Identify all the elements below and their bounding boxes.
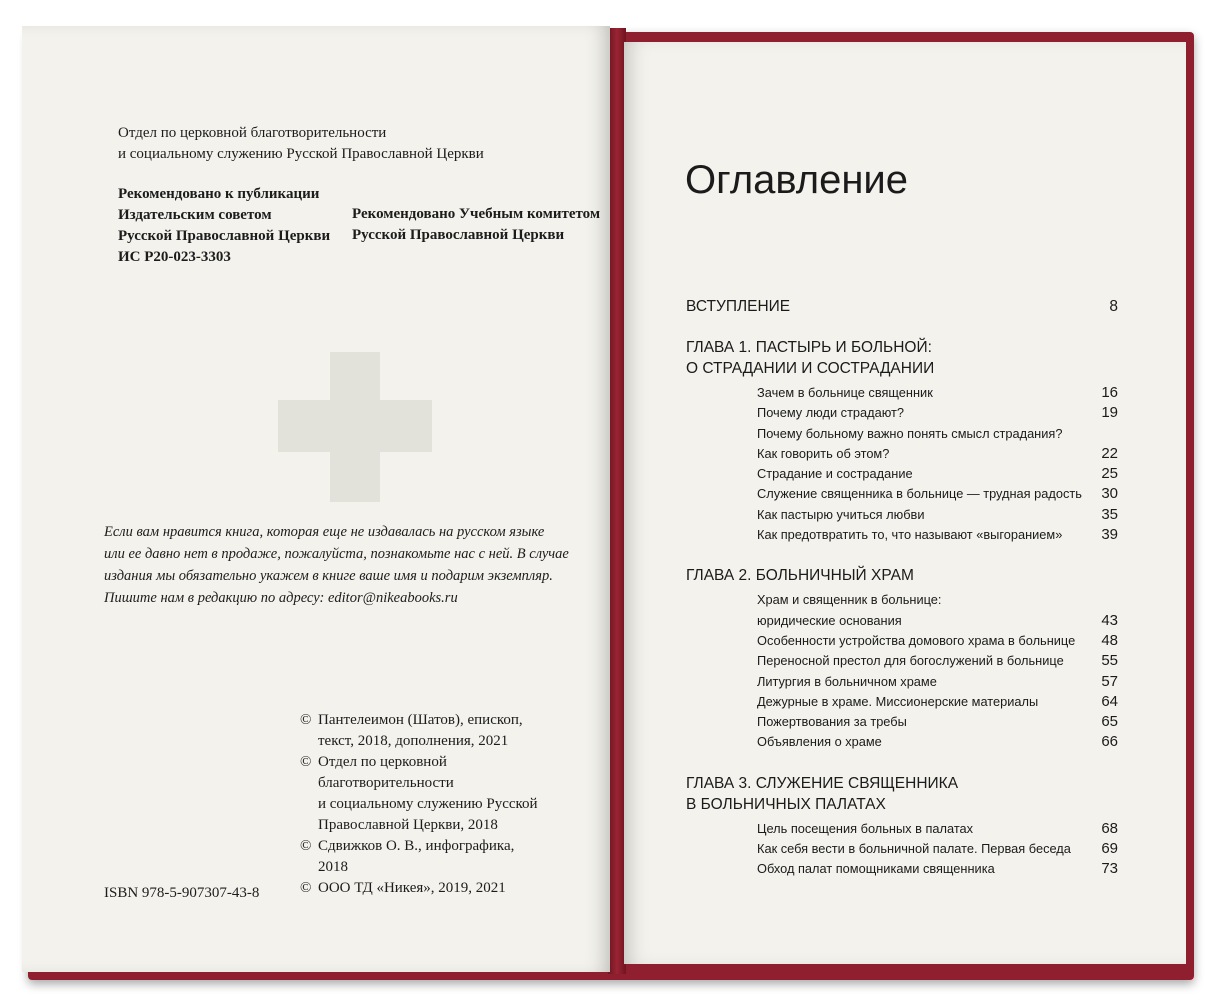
publishing-council-recommendation <box>118 184 358 268</box>
toc-chapter <box>686 565 1118 752</box>
toc-entry-page: 35 <box>1101 505 1118 523</box>
toc-entry <box>757 712 1118 732</box>
toc-entry <box>757 484 1118 504</box>
toc-intro-title: ВСТУПЛЕНИЕ <box>686 298 791 315</box>
toc-entry <box>757 505 1118 525</box>
toc-entry-page: 69 <box>1101 840 1118 858</box>
chapter-title <box>686 565 1118 586</box>
copyright-line: ООО ТД «Никея», 2019, 2021 <box>318 880 506 896</box>
department-credit <box>118 123 538 165</box>
toc-entry-page: 55 <box>1101 652 1118 670</box>
toc-entry <box>757 590 1118 610</box>
toc-entry-title: Служение священника в больнице — трудная радость <box>757 486 1082 502</box>
chapter-sections <box>686 383 1118 545</box>
invitation-line: Если вам нравится книга, которая еще не издавалась на русском языке <box>104 524 545 540</box>
toc-entry-page: 16 <box>1101 384 1118 401</box>
invitation-line: или ее давно нет в продаже, пожалуйста, познакомьте нас с ней. В случае <box>104 546 569 562</box>
toc-entry <box>757 403 1118 423</box>
table-of-contents <box>686 296 1118 880</box>
copyright-line: Отдел по церковной <box>318 754 447 770</box>
copyright-symbol: © <box>300 880 312 896</box>
toc-entry-page: 39 <box>1101 526 1118 544</box>
copyright-entry <box>300 710 590 752</box>
toc-entry-title: Как предотвратить то, что называют «выгоранием» <box>757 527 1063 543</box>
department-line: Отдел по церковной благотворительности <box>118 125 387 141</box>
toc-entry-title: Как себя вести в больничной палате. Первая беседа <box>757 841 1071 857</box>
toc-entry-page: 57 <box>1101 672 1118 690</box>
toc-intro-page: 8 <box>1109 298 1118 315</box>
education-committee-recommendation <box>352 204 612 246</box>
toc-entry <box>757 732 1118 752</box>
invitation-line: издания мы обязательно укажем в книге ваше имя и подарим экземпляр. <box>104 568 553 584</box>
toc-entry <box>757 839 1118 859</box>
toc-entry <box>757 859 1118 879</box>
copyright-line: благотворительности <box>318 775 454 791</box>
toc-entry-title: Цель посещения больных в палатах <box>757 820 974 836</box>
copyright-line: Сдвижков О. В., инфографика, <box>318 838 515 854</box>
toc-entry-page: 48 <box>1101 631 1118 649</box>
toc-entry-page: 30 <box>1101 485 1118 503</box>
toc-entry-page: 43 <box>1101 611 1118 629</box>
invitation-line: Пишите нам в редакцию по адресу: editor@nikeabooks.ru <box>104 590 458 606</box>
showthrough-cross-horizontal <box>278 400 432 452</box>
toc-entry-page: 65 <box>1101 713 1118 731</box>
toc-entry-page: 66 <box>1101 733 1118 751</box>
toc-chapter <box>686 773 1118 880</box>
isbn: ISBN 978-5-907307-43-8 <box>104 885 260 901</box>
chapter-title <box>686 773 1118 815</box>
toc-entry <box>757 464 1118 484</box>
toc-entry-title: Страдание и сострадание <box>757 466 913 482</box>
copyright-line: и социальному служению Русской <box>318 796 538 812</box>
recommendation-line: Русской Православной Церкви <box>352 227 565 243</box>
toc-entry <box>757 444 1118 464</box>
toc-entry-title: Как говорить об этом? <box>757 445 890 461</box>
toc-entry-title: Обход палат помощниками священника <box>757 861 995 877</box>
toc-entry-title: Объявления о храме <box>757 734 882 750</box>
recommendation-line: Рекомендовано Учебным комитетом <box>352 206 601 222</box>
chapter-title-line: В БОЛЬНИЧНЫХ ПАЛАТАХ <box>686 795 886 813</box>
chapter-title-line: ГЛАВА 3. СЛУЖЕНИЕ СВЯЩЕННИКА <box>686 774 959 792</box>
toc-entry-title: Пожертвования за требы <box>757 714 907 730</box>
copyright-line: текст, 2018, дополнения, 2021 <box>318 733 509 749</box>
reader-invitation <box>104 521 574 609</box>
toc-entry <box>757 672 1118 692</box>
toc-entry <box>757 525 1118 545</box>
toc-entry-title: Храм и священник в больнице: <box>757 592 942 608</box>
toc-intro <box>686 296 1118 317</box>
copyright-line: Православной Церкви, 2018 <box>318 817 498 833</box>
copyright-symbol: © <box>300 712 312 728</box>
toc-entry <box>757 424 1118 444</box>
copyright-entry <box>300 752 590 836</box>
toc-entry-title: Как пастырю учиться любви <box>757 506 925 522</box>
toc-entry-page: 68 <box>1101 819 1118 837</box>
chapter-sections <box>686 819 1118 880</box>
copyright-entry <box>300 878 590 899</box>
recommendation-line: Издательским советом <box>118 207 272 223</box>
toc-entry <box>757 819 1118 839</box>
toc-entry <box>757 631 1118 651</box>
chapter-sections <box>686 590 1118 752</box>
chapter-title-line: ГЛАВА 1. ПАСТЫРЬ И БОЛЬНОЙ: <box>686 339 932 356</box>
copyright-line: 2018 <box>318 859 348 875</box>
toc-entry-page: 25 <box>1101 465 1118 483</box>
toc-entry-title: Зачем в больнице священник <box>757 385 933 400</box>
toc-chapter <box>686 337 1118 545</box>
copyright-block <box>300 710 590 899</box>
recommendation-line: Рекомендовано к публикации <box>118 186 320 202</box>
toc-entry-page: 19 <box>1101 404 1118 422</box>
toc-entry <box>757 383 1118 403</box>
copyright-symbol: © <box>300 838 312 854</box>
chapter-title-line: ГЛАВА 2. БОЛЬНИЧНЫЙ ХРАМ <box>686 567 914 585</box>
toc-entry <box>757 692 1118 712</box>
copyright-entry <box>300 836 590 878</box>
toc-entry <box>757 651 1118 671</box>
copyright-symbol: © <box>300 754 312 770</box>
department-line: и социальному служению Русской Православной Церкви <box>118 146 484 162</box>
toc-entry-title: Почему люди страдают? <box>757 405 905 421</box>
toc-entry-page: 73 <box>1101 860 1118 878</box>
toc-heading: Оглавление <box>685 158 909 202</box>
recommendation-line: ИС Р20-023-3303 <box>118 249 231 265</box>
toc-entry-title: Дежурные в храме. Миссионерские материалы <box>757 693 1039 709</box>
toc-entry <box>757 611 1118 631</box>
toc-entry-page: 22 <box>1101 444 1118 462</box>
chapter-title <box>686 337 1118 379</box>
toc-entry-title: Литургия в больничном храме <box>757 673 937 689</box>
toc-entry-title: Особенности устройства домового храма в больнице <box>757 632 1076 648</box>
chapter-title-line: О СТРАДАНИИ И СОСТРАДАНИИ <box>686 360 935 377</box>
toc-entry-title: юридические основания <box>757 612 902 628</box>
toc-entry-title: Почему больному важно понять смысл страдания? <box>757 425 1063 441</box>
copyright-line: Пантелеимон (Шатов), епископ, <box>318 712 523 728</box>
toc-entry-title: Переносной престол для богослужений в больнице <box>757 653 1064 669</box>
toc-entry-page: 64 <box>1101 692 1118 710</box>
recommendation-line: Русской Православной Церкви <box>118 228 331 244</box>
